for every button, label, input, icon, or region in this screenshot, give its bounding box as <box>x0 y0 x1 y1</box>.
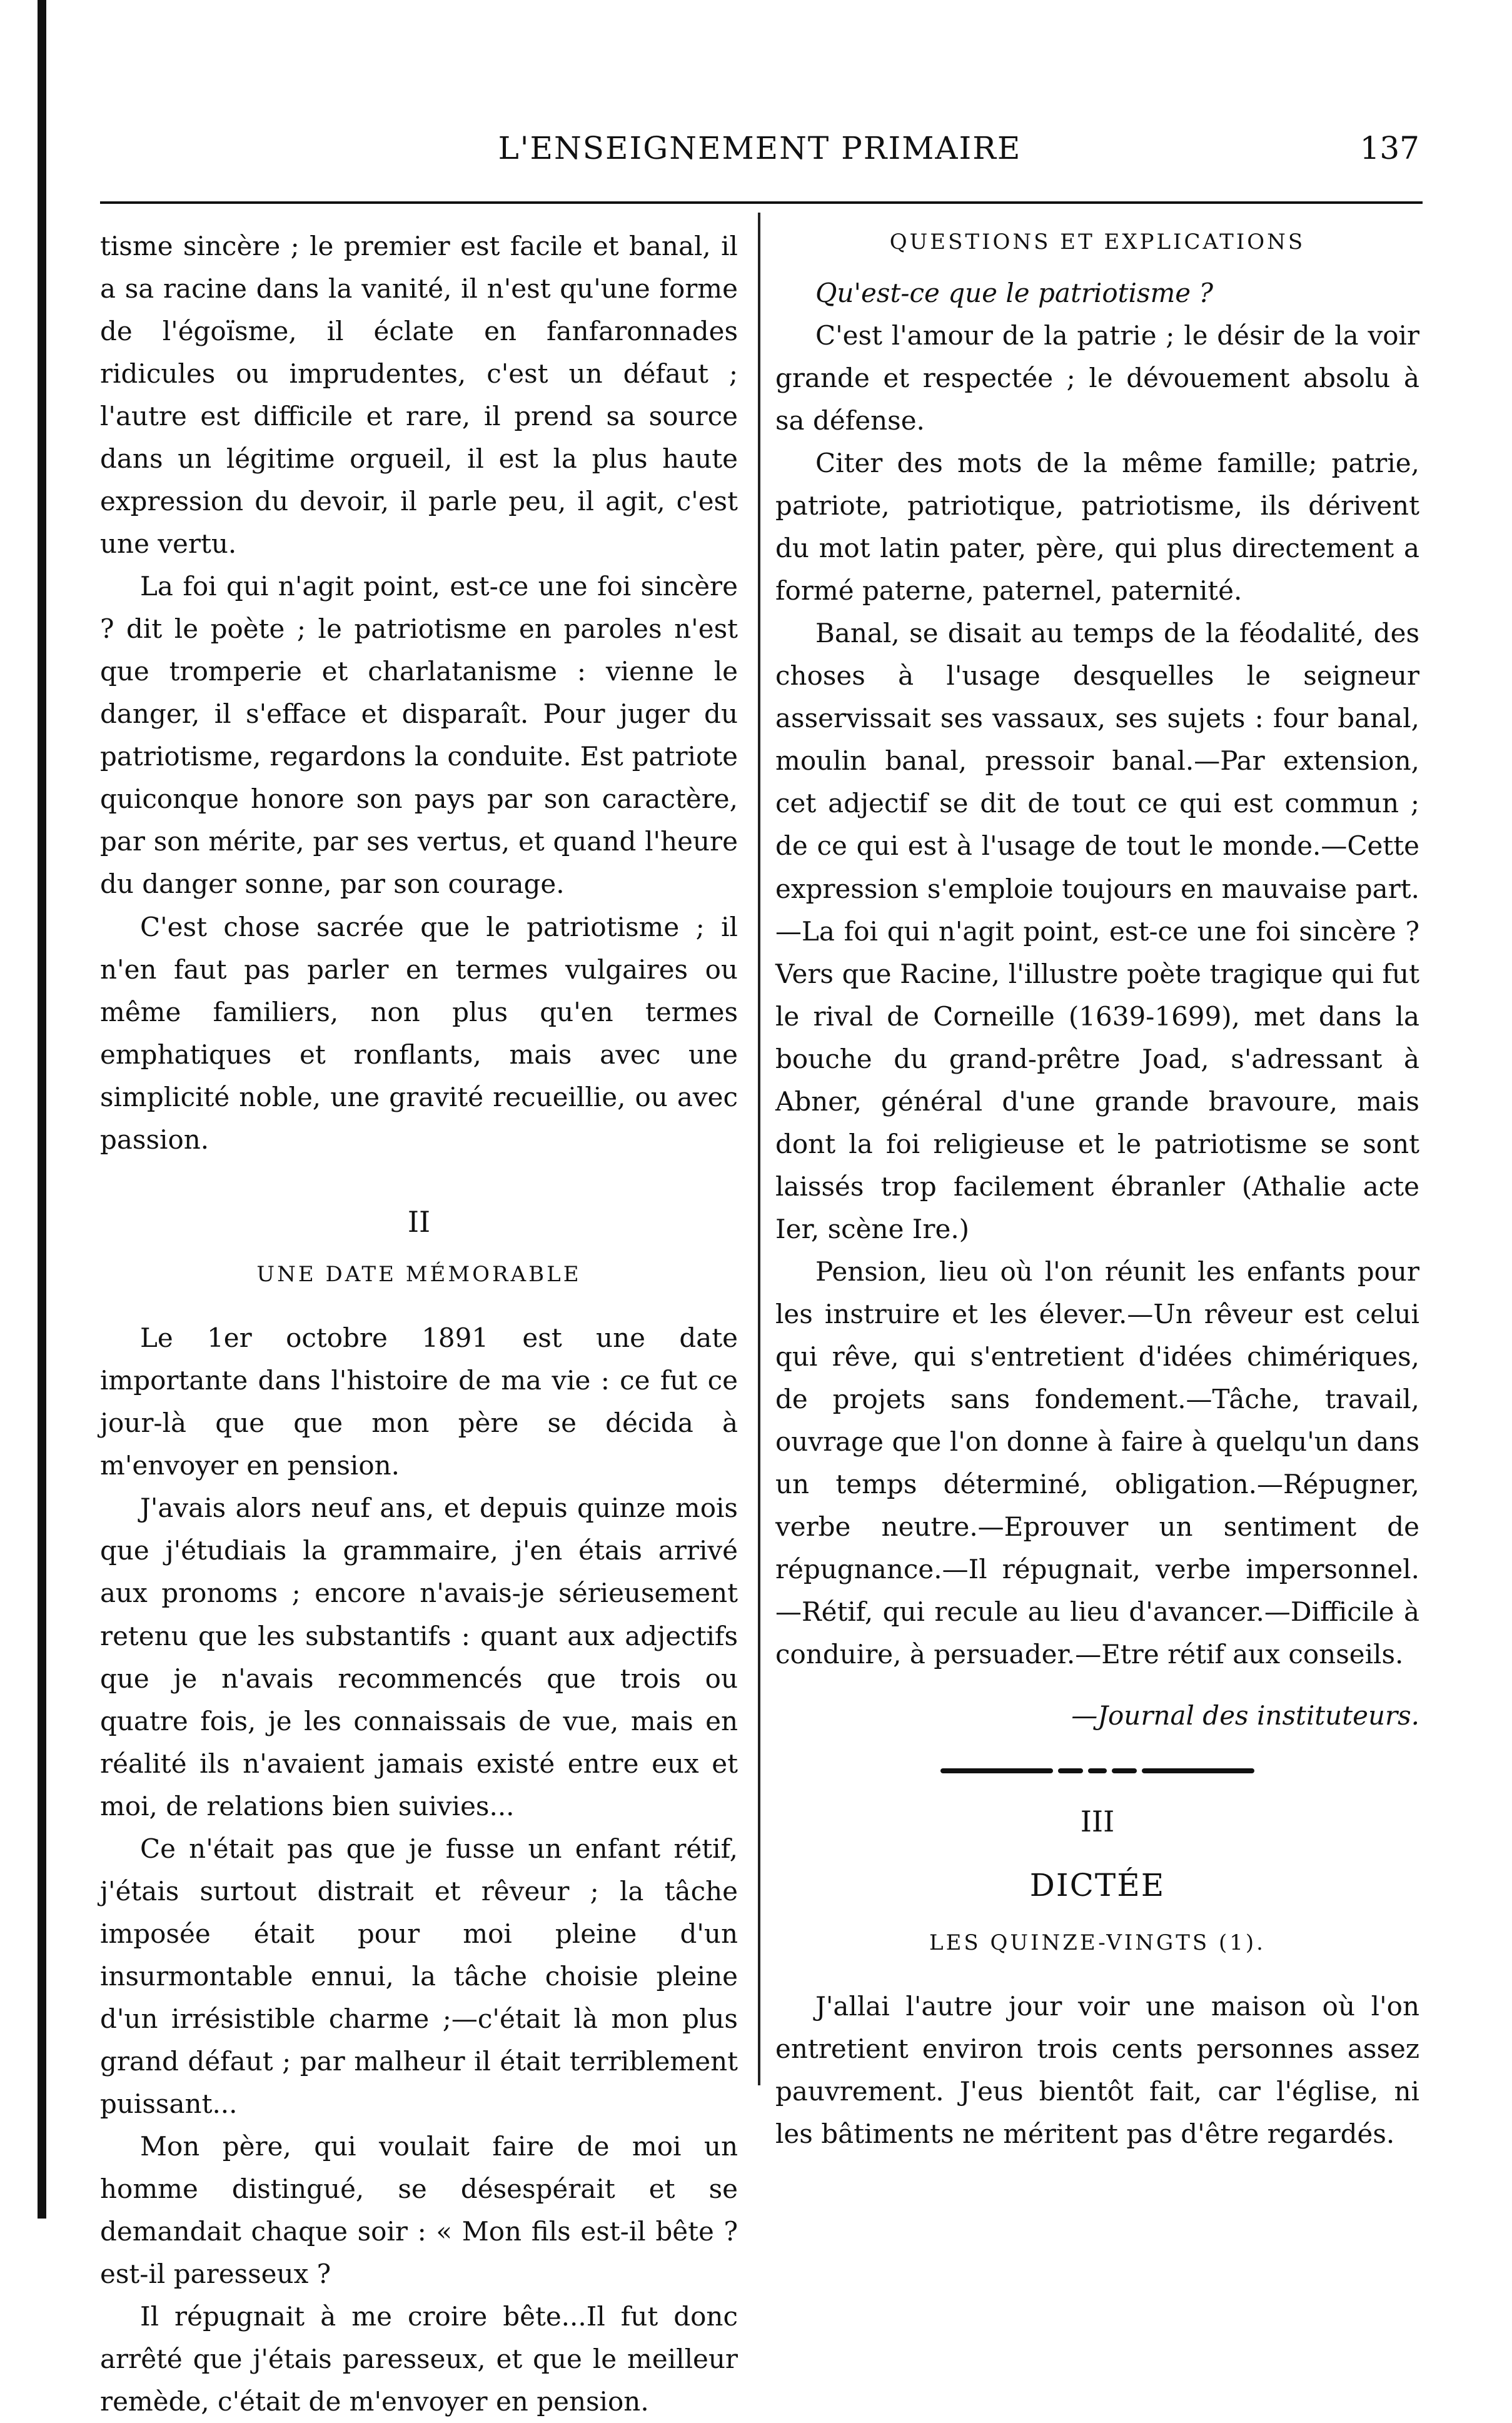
section-number: II <box>407 1204 431 1239</box>
paragraph: Il répugnait à me croire bête...Il fut donc arrêté que j'étais paresseux, et que le meilleur remède, c'était de m'envoyer en pension. <box>100 2301 738 2417</box>
paragraph: Mon père, qui voulait faire de moi un homme distingué, se désespérait et se demandait chaque soir : « Mon fils est-il bête ? est-il paresseux ? <box>100 2130 738 2289</box>
paragraph: Pension, lieu où l'on réunit les enfants pour les instruire et les élever.—Un rêveur est celui qui rêve, qui s'entretient d'idées chimériques, de projets sans fondement.—Tâche, travail, ouvrage que l'on donne à faire à quelqu'un dans un temps déterminé, obligation.—Répugner, verbe neutre.—Eprouver un sentiment de répugnance.—Il répugnait, verbe impersonnel.—Rétif, qui recule au lieu d'avancer.—Difficile à conduire, à persuader.—Etre rétif aux conseils. <box>775 1256 1419 1670</box>
section-title: DICTÉE <box>1029 1866 1166 1903</box>
paragraph: C'est l'amour de la patrie ; le désir de la voir grande et respectée ; le dévouement absolu à sa défense. <box>775 320 1419 436</box>
paragraph: J'avais alors neuf ans, et depuis quinze mois que j'étudiais la grammaire, j'en étais arrivé aux pronoms ; encore n'avais-je sérieusement retenu que les substantifs : quant aux adjectifs que je n'avais recommencés que trois ou quatre fois, je les connaissais de vue, mais en réalité ils n'avaient jamais existé entre eux et moi, de relations bien suivies... <box>100 1493 738 1821</box>
page-number: 137 <box>1359 130 1419 166</box>
paragraph: Le 1er octobre 1891 est une date importante dans l'histoire de ma vie : ce fut ce jour-là que que mon père se décida à m'envoyer en pension. <box>100 1322 738 1481</box>
paragraph: Ce n'était pas que je fusse un enfant rétif, j'étais surtout distrait et rêveur ; la tâche imposée était pour moi pleine d'un insurmontable ennui, la tâche choisie pleine d'un irrésistible charme ;—c'était là mon plus grand défaut ; par malheur il était terriblement puissant... <box>100 1833 738 2119</box>
paragraph: La foi qui n'agit point, est-ce une foi sincère ? dit le poète ; le patriotisme en paroles n'est que tromperie et charlatanisme : vienne le danger, il s'efface et disparaît. Pour juger du patriotisme, regardons la conduite. Est patriote quiconque honore son pays par son caractère, par son mérite, par ses vertus, et quand l'heure du danger sonne, par son courage. <box>100 571 738 900</box>
running-title: L'ENSEIGNEMENT PRIMAIRE <box>498 130 1022 166</box>
paragraph: C'est chose sacrée que le patriotisme ; il n'en faut pas parler en termes vulgaires ou même familiers, non plus qu'en termes emphatiques et ronflants, mais avec une simplicité noble, une gravité recueillie, ou avec passion. <box>100 911 738 1155</box>
paragraph: Banal, se disait au temps de la féodalité, des choses à l'usage desquelles le seigneur asservissait ses vassaux, ses sujets : four banal, moulin banal, pressoir banal.—Par extension, cet adjectif se dit de tout ce qui est commun ; de ce qui est à l'usage de tout le monde.—Cette expression s'emploie toujours en mauvaise part.—La foi qui n'agit point, est-ce une foi sincère ? Vers que Racine, l'illustre poète tragique qui fut le rival de Corneille (1639-1699), met dans la bouche du grand-prêtre Joad, s'adressant à Abner, général d'une grande bravoure, mais dont la foi religieuse et le patriotisme se sont laissés trop facilement ébranler (Athalie acte Ier, scène Ire.) <box>775 618 1419 1244</box>
paragraph: J'allai l'autre jour voir une maison où l'on entretient environ trois cents personnes assez pauvrement. J'eus bientôt fait, car l'église, ni les bâtiments ne méritent pas d'être regardés. <box>775 1990 1419 2149</box>
question: Qu'est-ce que le patriotisme ? <box>815 278 1214 309</box>
paragraph: tisme sincère ; le premier est facile et banal, il a sa racine dans la vanité, il n'est qu'une forme de l'égoïsme, il éclate en fanfaronnades ridicules ou imprudentes, c'est un défaut ; l'autre est difficile et rare, il prend sa source dans un légitime orgueil, il est la plus haute expression du devoir, il parle peu, il agit, c'est une vertu. <box>100 231 738 560</box>
dictation-title: LES QUINZE-VINGTS (1). <box>929 1930 1266 1955</box>
page-header <box>100 130 1419 174</box>
right-column <box>775 225 1419 2155</box>
section-number: III <box>1080 1805 1115 1839</box>
paragraph: Citer des mots de la même famille; patrie, patriote, patriotique, patriotisme, ils dérivent du mot latin pater, père, qui plus directement a formé paterne, paternel, paternité. <box>775 448 1419 607</box>
page-edge-bar <box>38 0 46 2219</box>
ornament-divider <box>775 1768 1419 1773</box>
section-title: QUESTIONS ET EXPLICATIONS <box>889 229 1306 254</box>
column-divider <box>758 213 760 2085</box>
section-title: UNE DATE MÉMORABLE <box>256 1262 582 1287</box>
signature: —Journal des instituteurs. <box>1071 1700 1419 1731</box>
left-column <box>100 225 738 2423</box>
header-rule <box>100 201 1423 204</box>
